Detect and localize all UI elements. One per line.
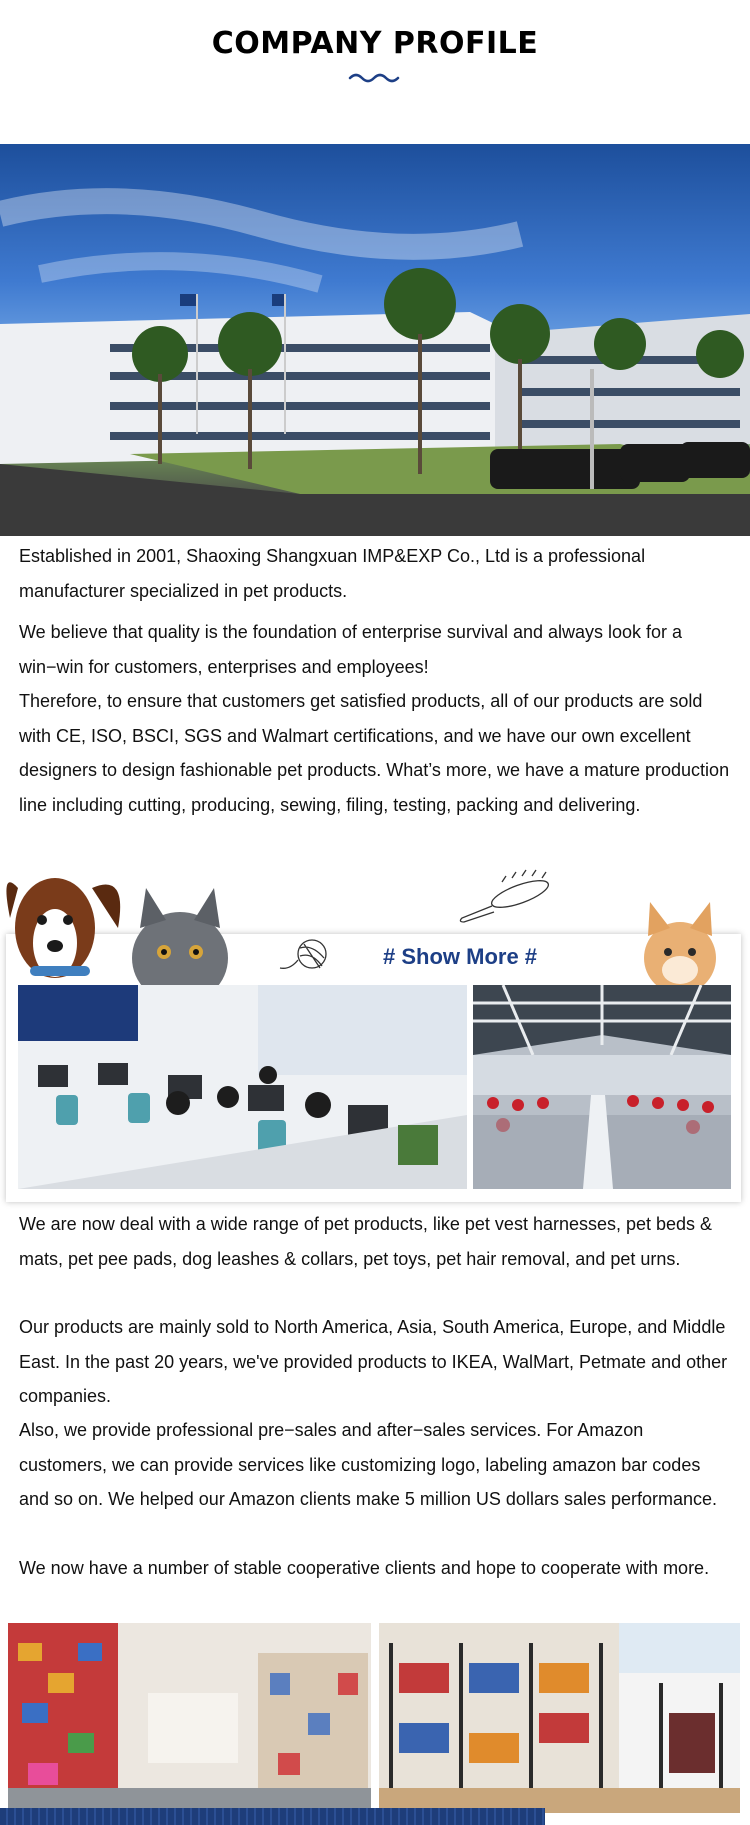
page-title: COMPANY PROFILE (211, 26, 539, 61)
showroom-photo-2 (379, 1623, 740, 1813)
intro-paragraph-1: Established in 2001, Shaoxing Shangxuan IMP&EXP Co., Ltd is a professional manufacturer specialized in pet products. (19, 546, 646, 601)
show-more-link[interactable]: # Show More # (383, 944, 538, 969)
details-paragraph-2: Our products are mainly sold to North America, Asia, South America, Europe, and Middle East. In the past 20 years, we've provided products to IKEA, WalMart, Petmate and other companies. (19, 1317, 728, 1406)
company-building-photo (0, 144, 750, 536)
pets-decoration-band (0, 848, 750, 998)
details-paragraph-1: We are now deal with a wide range of pet products, like pet vest harnesses, pet beds & mats, pet pee pads, dog leashes & collars, pet toys, pet hair removal, and pet urns. (19, 1214, 713, 1269)
factory-photo (473, 985, 731, 1189)
dog-illustration (6, 878, 120, 978)
showroom-photo-1 (8, 1623, 371, 1813)
office-photo (18, 985, 467, 1189)
intro-paragraph-2: We believe that quality is the foundation of enterprise survival and always look for a win−win for customers, enterprises and employees! (19, 622, 683, 677)
title-wave-divider (348, 72, 402, 84)
bottom-accent-bar (0, 1808, 545, 1825)
orange-cat-illustration (640, 902, 720, 994)
grey-cat-illustration (132, 888, 228, 998)
details-paragraph-4: We now have a number of stable cooperative clients and hope to cooperate with more. (19, 1558, 710, 1578)
details-paragraph-3: Also, we provide professional pre−sales and after−sales services. For Amazon customers, we can provide services like customizing logo, labeling amazon bar codes and so on. We helped our Amazon clients make 5 million US dollars sales performance. (19, 1420, 718, 1509)
intro-paragraph-3: Therefore, to ensure that customers get satisfied products, all of our products are sold with CE, ISO, BSCI, SGS and Walmart certifications, and we have our own excellent designers to design fashionable pet products. What’s more, we have a mature production line including cutting, producing, sewing, filing, testing, packing and delivering. (19, 691, 730, 815)
